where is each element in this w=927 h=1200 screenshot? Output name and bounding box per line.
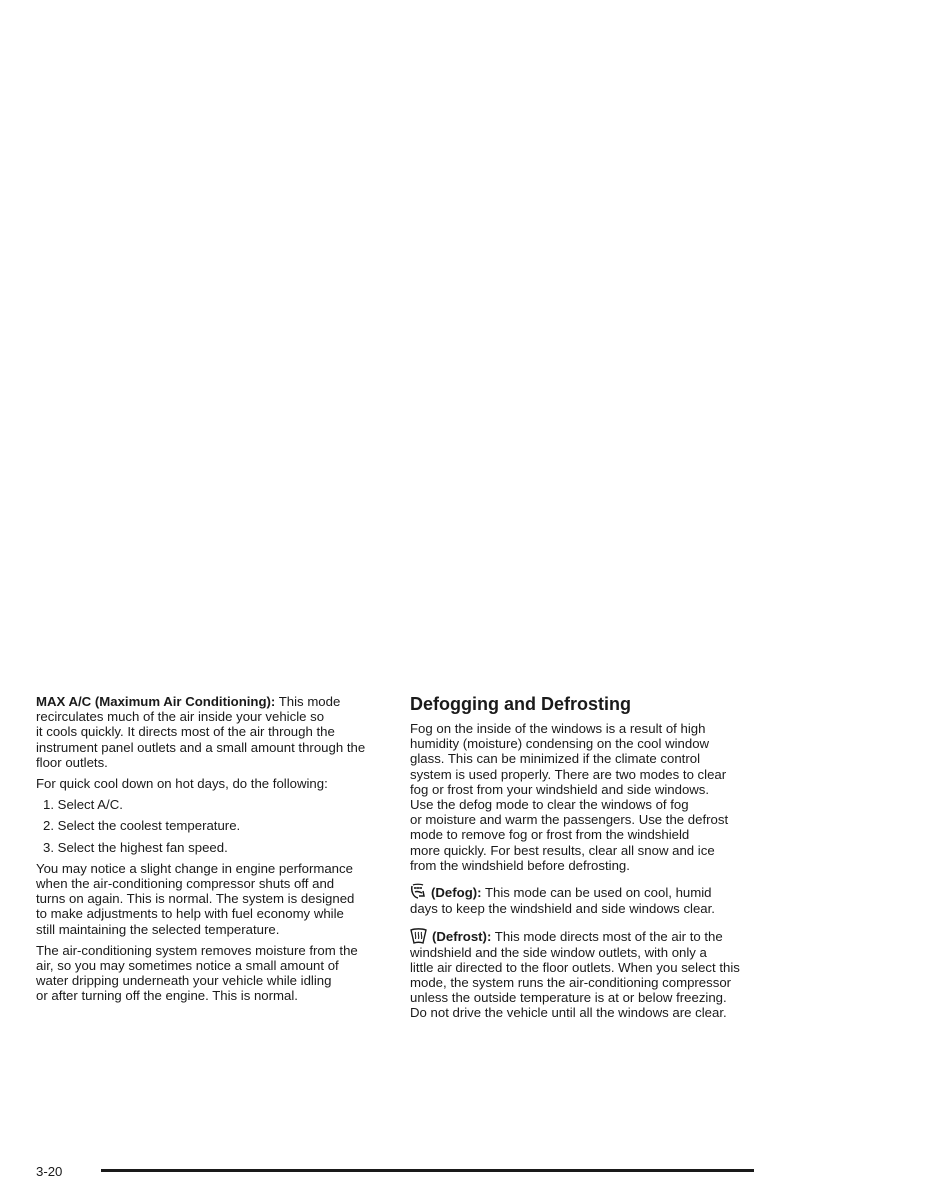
engine-note-paragraph: You may notice a slight change in engine performance when the air-conditioning compressor shuts off and turns on again. This is normal. The system is designed to make adjustments to help with fuel economy while still maintaining the selected temperature. xyxy=(36,860,355,937)
right-column xyxy=(410,694,760,1027)
max-ac-label: MAX A/C (Maximum Air Conditioning): xyxy=(36,694,276,709)
defrost-paragraph: (Defrost): This mode directs most of the air to the windshield and the side window outlets, with only a little air directed to the floor outlets. When you select this mode, the system runs the air-conditioning compressor unless the outside temperature is at or below freezing. Do not drive the vehicle until all the windows are clear. xyxy=(410,929,740,1021)
step-item: 1. Select A/C. xyxy=(43,797,123,813)
step-item: 3. Select the highest fan speed. xyxy=(43,839,228,855)
quick-cool-intro: For quick cool down on hot days, do the following: xyxy=(36,776,328,792)
left-column xyxy=(36,694,388,1010)
page-number: 3-20 xyxy=(36,1164,63,1179)
defog-paragraph: (Defog): This mode can be used on cool, humid days to keep the windshield and side windows clear. xyxy=(410,885,715,917)
max-ac-paragraph: MAX A/C (Maximum Air Conditioning): This mode recirculates much of the air inside your vehicle so it cools quickly. It directs most of the air through the instrument panel outlets and a small amount through the floor outlets. xyxy=(36,694,366,770)
defog-defrost-intro: Fog on the inside of the windows is a result of high humidity (moisture) condensing on the cool window glass. This can be minimized if the climate control system is used properly. There are two modes to clear fog or frost from your windshield and side windows. Use the defog mode to clear the windows of fog or moisture and warm the passengers. Use the defrost mode to remove fog or frost from the windshield more quickly. For best results, clear all snow and ice from the windshield before defrosting. xyxy=(410,721,729,873)
defrost-icon xyxy=(410,928,427,944)
defrost-label: (Defrost): xyxy=(432,929,492,945)
defog-label: (Defog): xyxy=(431,885,482,901)
defog-icon xyxy=(410,883,426,900)
section-heading: Defogging and Defrosting xyxy=(410,694,631,714)
footer-rule xyxy=(101,1169,754,1172)
moisture-note-paragraph: The air-conditioning system removes moisture from the air, so you may sometimes notice a small amount of water dripping underneath your vehicle while idling or after turning off the engine. This is normal. xyxy=(36,942,358,1004)
step-item: 2. Select the coolest temperature. xyxy=(43,818,241,834)
